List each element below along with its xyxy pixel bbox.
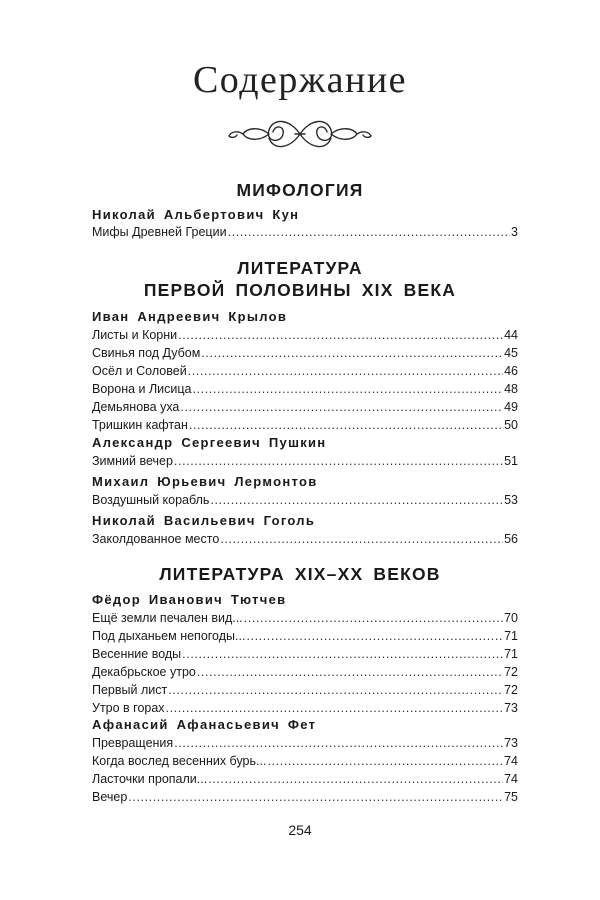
dot-leader [178, 326, 503, 344]
entry-title: Мифы Древней Греции [92, 225, 227, 239]
toc-entry[interactable] [92, 752, 518, 770]
entry-page: 72 [504, 683, 518, 697]
section-title: МИФОЛОГИЯ [236, 180, 364, 200]
toc-entry[interactable] [92, 491, 518, 509]
entry-page: 3 [511, 225, 518, 239]
entry-title: Зимний вечер [92, 454, 173, 468]
author-name: Александр Сергеевич Пушкин [92, 435, 327, 450]
toc-entry[interactable] [92, 344, 518, 362]
toc-entry[interactable] [92, 699, 518, 717]
entry-title: Ещё земли печален вид... [92, 611, 243, 625]
entry-page: 74 [504, 754, 518, 768]
toc-entry[interactable] [92, 663, 518, 681]
dot-leader [244, 609, 503, 627]
dot-leader [267, 752, 503, 770]
dot-leader [197, 663, 503, 681]
dot-leader [180, 398, 503, 416]
dot-leader [201, 344, 503, 362]
dot-leader [189, 416, 503, 434]
entry-title: Утро в горах [92, 701, 165, 715]
entry-page: 48 [504, 382, 518, 396]
entry-page: 46 [504, 364, 518, 378]
entry-title: Декабрьское утро [92, 665, 196, 679]
dot-leader [166, 699, 504, 717]
entry-page: 71 [504, 647, 518, 661]
entry-title: Весенние воды [92, 647, 182, 661]
entry-page: 56 [504, 532, 518, 546]
toc-entry[interactable] [92, 627, 518, 645]
entry-page: 44 [504, 328, 518, 342]
toc-entry[interactable] [92, 223, 518, 241]
entry-title: Превращения [92, 736, 174, 750]
entry-page: 45 [504, 346, 518, 360]
dot-leader [128, 788, 503, 806]
toc-entry[interactable] [92, 609, 518, 627]
author-name: Николай Альбертович Кун [92, 207, 300, 222]
author-name: Михаил Юрьевич Лермонтов [92, 474, 318, 489]
entry-page: 71 [504, 629, 518, 643]
author-name: Иван Андреевич Крылов [92, 309, 288, 324]
section-title: ЛИТЕРАТУРА XIX–XX ВЕКОВ [159, 564, 441, 584]
page-number: 254 [288, 822, 312, 838]
entry-page: 50 [504, 418, 518, 432]
entry-title: Демьянова уха [92, 400, 180, 414]
dot-leader [174, 452, 503, 470]
toc-entry[interactable] [92, 380, 518, 398]
entry-title: Тришкин кафтан [92, 418, 188, 432]
toc-entry[interactable] [92, 770, 518, 788]
entry-page: 53 [504, 493, 518, 507]
toc-entry[interactable] [92, 530, 518, 548]
author-name: Афанасий Афанасьевич Фет [92, 717, 317, 732]
entry-title: Под дыханьем непогоды... [92, 629, 246, 643]
toc-entry[interactable] [92, 398, 518, 416]
dot-leader [168, 681, 503, 699]
dot-leader [220, 530, 503, 548]
dot-leader [188, 362, 503, 380]
entry-title: Заколдованное место [92, 532, 220, 546]
entry-page: 75 [504, 790, 518, 804]
entry-title: Первый лист [92, 683, 168, 697]
section-title-line: ЛИТЕРАТУРА [237, 258, 363, 278]
dot-leader [193, 380, 504, 398]
toc-entry[interactable] [92, 734, 518, 752]
entry-page: 51 [504, 454, 518, 468]
entry-page: 73 [504, 736, 518, 750]
entry-title: Воздушный корабль [92, 493, 210, 507]
dot-leader [228, 223, 510, 241]
toc-entry[interactable] [92, 788, 518, 806]
entry-title: Ласточки пропали... [92, 772, 208, 786]
toc-entry[interactable] [92, 645, 518, 663]
author-name: Фёдор Иванович Тютчев [92, 592, 287, 607]
entry-title: Ворона и Лисица [92, 382, 192, 396]
entry-page: 49 [504, 400, 518, 414]
page-title: Содержание [192, 59, 408, 101]
dot-leader [174, 734, 503, 752]
toc-entry[interactable] [92, 326, 518, 344]
dot-leader [210, 491, 503, 509]
toc-entry[interactable] [92, 452, 518, 470]
entry-title: Вечер [92, 790, 128, 804]
entry-page: 70 [504, 611, 518, 625]
entry-title: Листы и Корни [92, 328, 178, 342]
section-title-line: ПЕРВОЙ ПОЛОВИНЫ XIX ВЕКА [143, 280, 457, 300]
toc-entry[interactable] [92, 362, 518, 380]
dot-leader [208, 770, 503, 788]
entry-title: Осёл и Соловей [92, 364, 187, 378]
toc-entry[interactable] [92, 681, 518, 699]
entry-page: 72 [504, 665, 518, 679]
dot-leader [182, 645, 503, 663]
entry-title: Когда вослед весенних бурь... [92, 754, 267, 768]
entry-page: 74 [504, 772, 518, 786]
dot-leader [246, 627, 503, 645]
ornament-flourish [225, 110, 375, 158]
entry-title: Свинья под Дубом [92, 346, 201, 360]
toc-entry[interactable] [92, 416, 518, 434]
author-name: Николай Васильевич Гоголь [92, 513, 316, 528]
entry-page: 73 [504, 701, 518, 715]
